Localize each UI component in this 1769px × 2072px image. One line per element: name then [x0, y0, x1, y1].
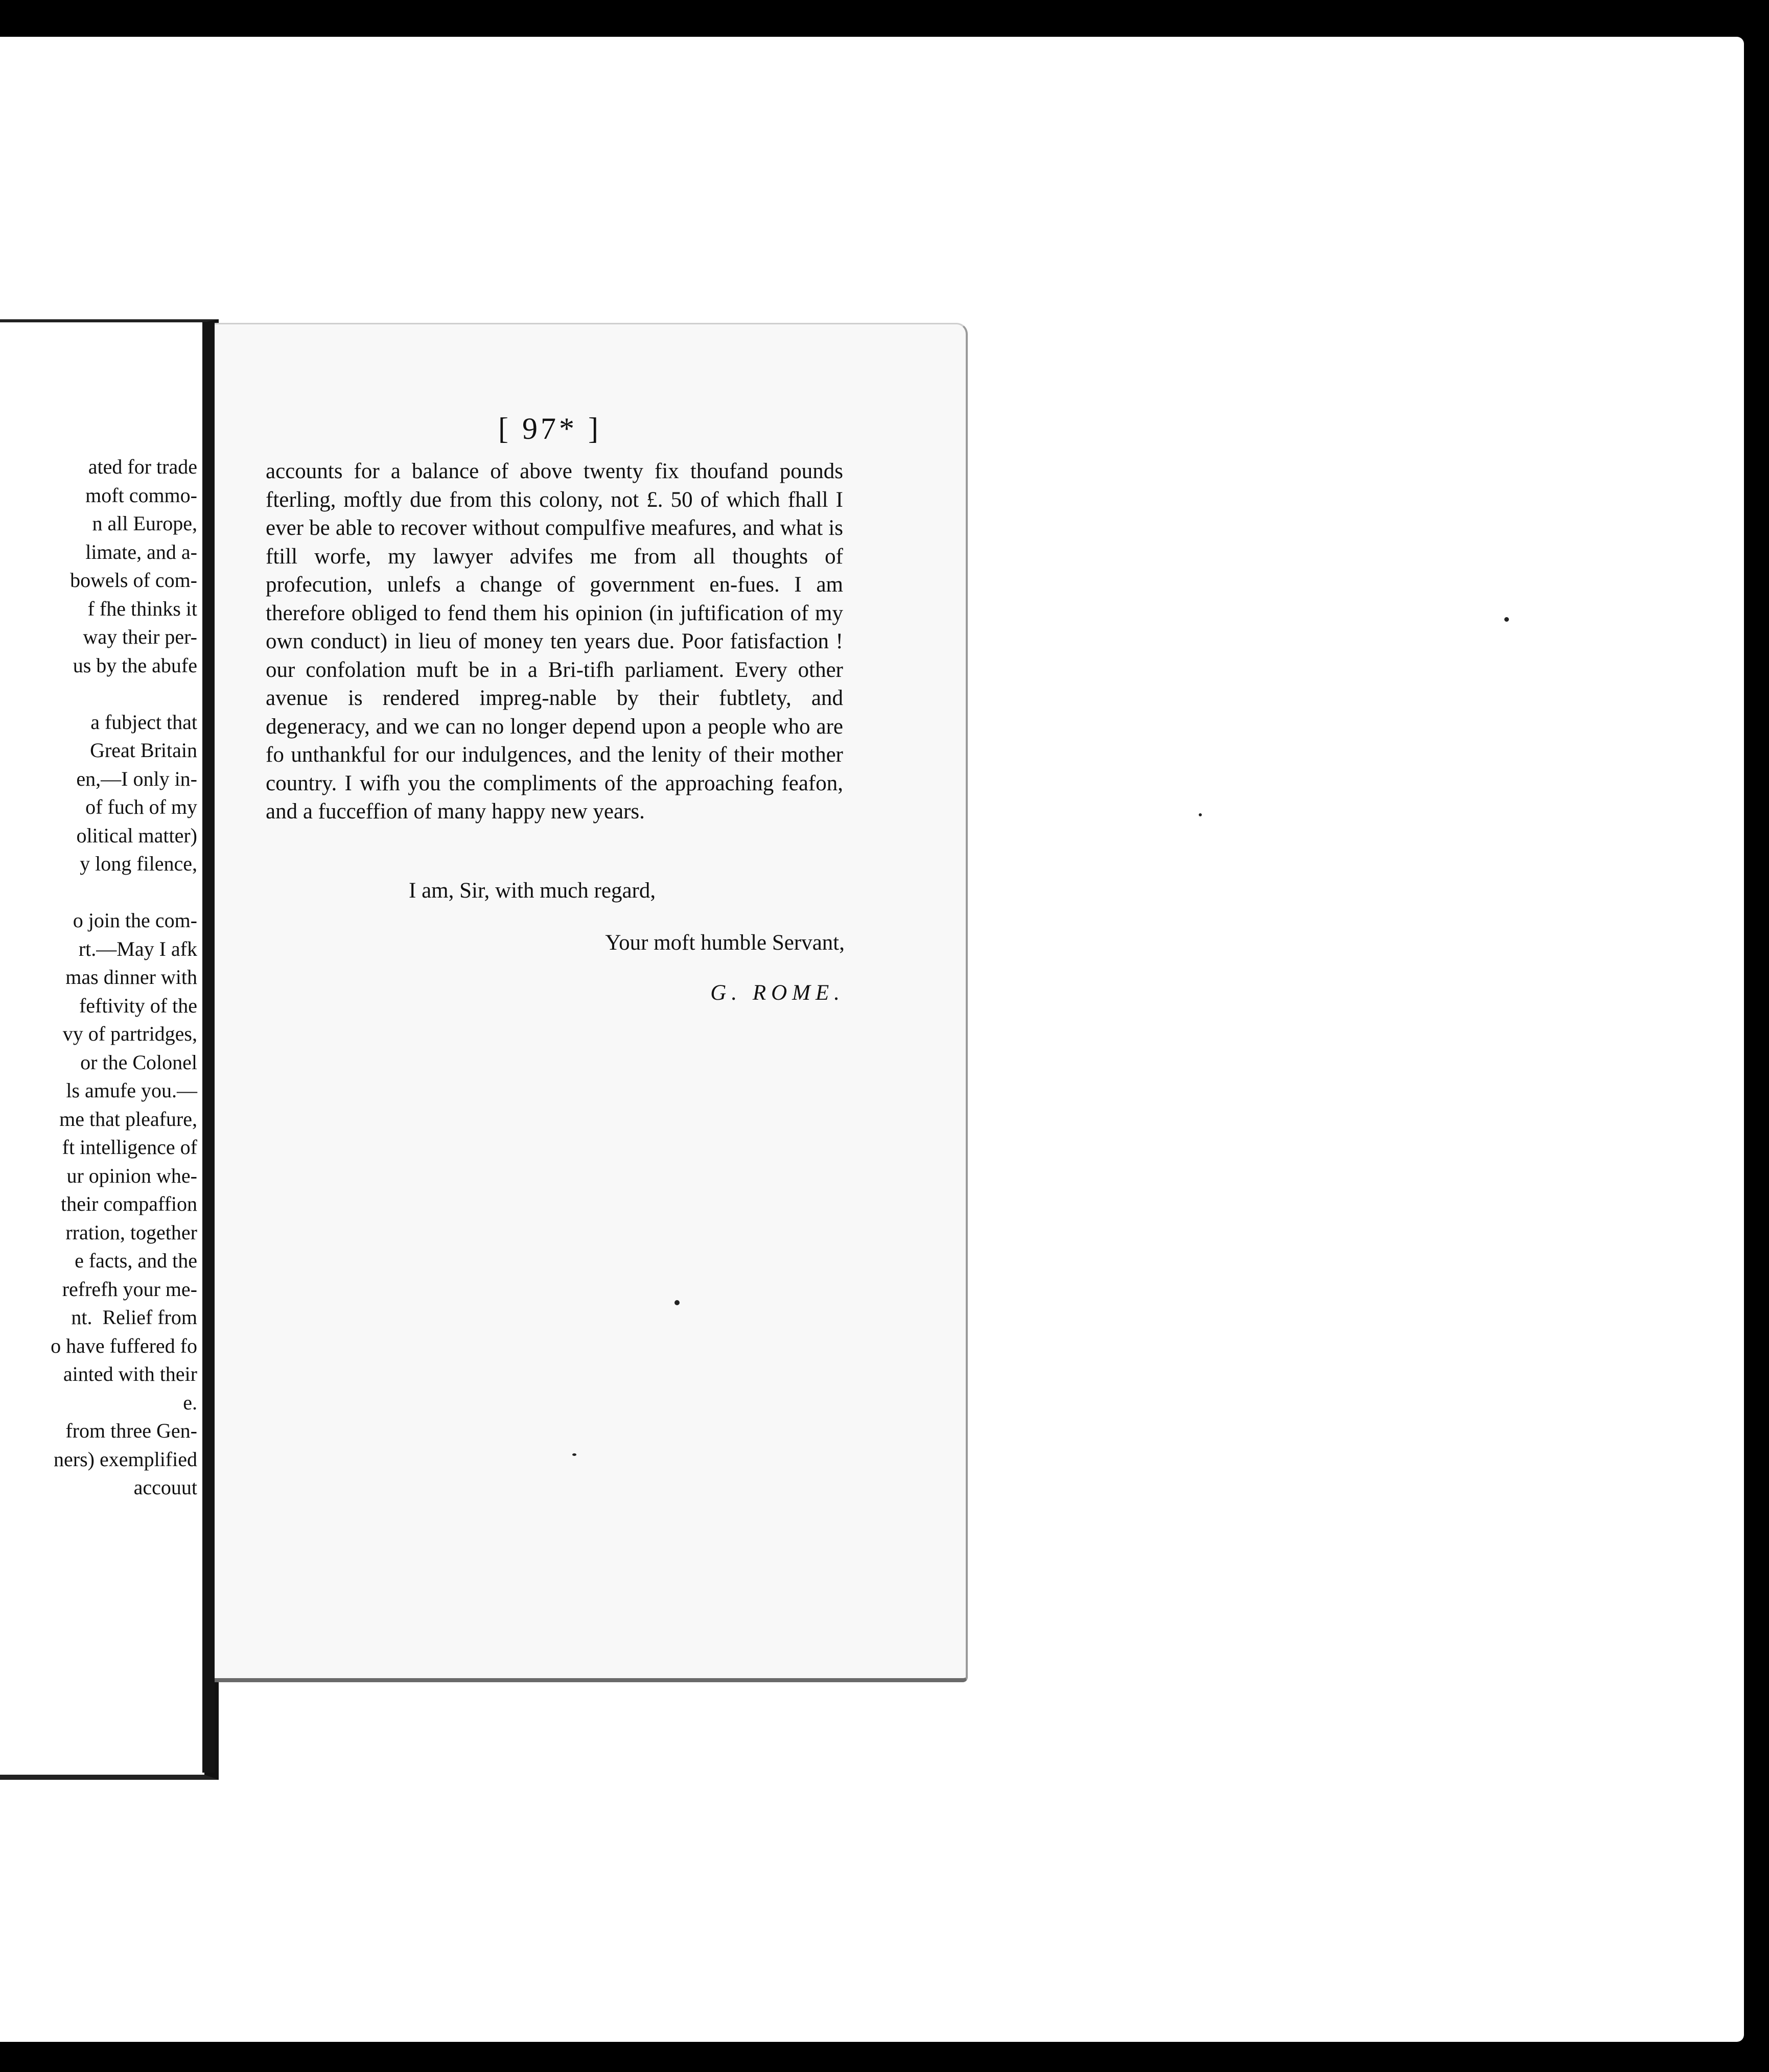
ink-speck: [572, 1453, 576, 1456]
left-page-line: y long filence,: [80, 852, 197, 875]
left-page-line: a fubject that: [90, 710, 197, 734]
left-page-line: limate, and a-: [85, 540, 197, 563]
left-page-line: ainted with their: [63, 1362, 197, 1385]
letter-signature: G. ROME.: [710, 981, 845, 1005]
left-page-line: moft commo-: [85, 483, 197, 507]
left-page-line: rt.—May I afk: [78, 937, 197, 960]
left-page-line: o have fuffered fo: [51, 1334, 197, 1357]
left-page-line: their compaffion: [61, 1192, 197, 1215]
left-page-line: refrefh your me-: [62, 1277, 197, 1301]
right-page: [215, 323, 968, 1682]
book-gutter: [202, 322, 215, 1773]
left-page-text: [0, 453, 197, 1502]
left-page-line: me that pleafure,: [59, 1107, 197, 1131]
left-page-line: n all Europe,: [92, 512, 197, 535]
letter-body: accounts for a balance of above twenty fix thoufand pounds fterling, moftly due from this colony, not £. 50 of which fhall I ever be able to recover without compulfive meafures, and what is ftill worfe, my lawyer advifes me from all thoughts of profecution, unlefs a change of government en-fues. I am therefore obliged to fend them his opinion (in juftification of my own conduct) in lieu of money ten years due. Poor fatisfaction ! our confolation muft be in a Bri-tifh parliament. Every other avenue is rendered impreg-nable by their fubtlety, and degeneracy, and we can no longer depend upon a people who are fo unthankful for our indulgences, and the lenity of their mother country. I wifh you the compliments of the approaching feafon, and a fucceffion of many happy new years.: [266, 459, 843, 823]
left-page-line: [0, 878, 197, 907]
letter-closing: I am, Sir, with much regard,: [409, 879, 656, 903]
left-page-line: e.: [183, 1391, 197, 1414]
left-page-line: ft intelligence of: [62, 1136, 197, 1159]
ink-speck: [1199, 813, 1202, 816]
left-page-line: ur opinion whe-: [66, 1164, 197, 1187]
left-page-line: Great Britain: [90, 739, 197, 762]
left-page-line: en,—I only in-: [76, 767, 197, 790]
left-page-line: vy of partridges,: [62, 1022, 197, 1045]
left-page-line: nt. Relief from: [71, 1306, 197, 1329]
left-page-line: from three Gen-: [65, 1419, 197, 1442]
left-page-line: olitical matter): [76, 823, 197, 847]
left-page-line: of fuch of my: [85, 795, 197, 818]
left-page-line: us by the abufe: [73, 653, 197, 677]
left-page: [0, 319, 219, 1780]
left-page-line: bowels of com-: [70, 569, 197, 592]
left-page-line: way their per-: [83, 625, 197, 648]
left-page-line: ls amufe you.—: [66, 1079, 197, 1102]
left-page-line: e facts, and the: [75, 1249, 197, 1272]
left-page-line: or the Colonel: [80, 1050, 197, 1074]
left-page-line: rration, together: [65, 1220, 197, 1244]
letter-valediction: Your moft humble Servant,: [605, 931, 845, 955]
left-page-line: accouut: [133, 1476, 197, 1499]
left-page-line: feftivity of the: [79, 994, 197, 1017]
left-page-line: ners) exemplified: [54, 1447, 197, 1471]
left-page-line: mas dinner with: [65, 966, 197, 988]
left-page-line: o join the com-: [73, 909, 197, 932]
page-number: [ 97* ]: [498, 412, 601, 445]
left-page-line: [0, 679, 197, 708]
ink-speck: [1504, 617, 1509, 622]
left-page-line: f fhe thinks it: [87, 597, 197, 620]
left-page-line: ated for trade: [88, 455, 197, 478]
ink-speck: [674, 1300, 680, 1305]
